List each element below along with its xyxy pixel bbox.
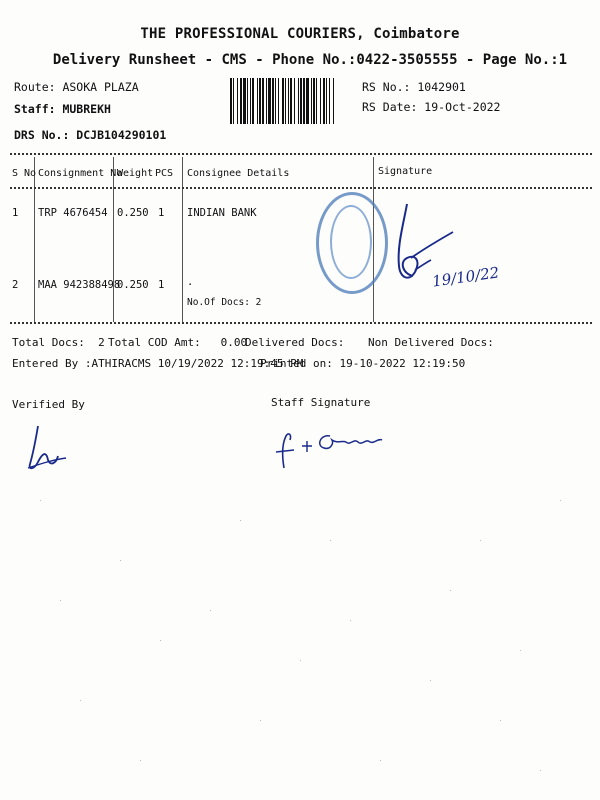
scan-speck xyxy=(540,770,541,771)
entered-by: Entered By :ATHIRACMS 10/19/2022 12:19:45 PM xyxy=(12,357,304,370)
scan-speck xyxy=(140,760,141,761)
staff-signature-label: Staff Signature xyxy=(271,396,371,409)
scan-speck xyxy=(350,620,351,621)
column-divider xyxy=(182,157,183,322)
column-header-pcs: PCS xyxy=(155,168,174,179)
scan-speck xyxy=(330,540,331,541)
table-cell-doc-count: No.Of Docs: 2 xyxy=(187,297,262,308)
table-cell-weight: 0.250 xyxy=(117,279,149,291)
scan-speck xyxy=(520,650,521,651)
non-delivered-docs: Non Delivered Docs: xyxy=(368,336,494,349)
total-docs: Total Docs: 2 xyxy=(12,336,105,349)
delivered-docs: Delivered Docs: xyxy=(245,336,345,349)
verifier-signature xyxy=(18,420,78,475)
table-cell-sno: 1 xyxy=(12,207,19,219)
table-cell-consignee: INDIAN BANK xyxy=(187,207,257,219)
staff-label: Staff: MUBREKH xyxy=(14,102,111,116)
table-cell-consignment: TRP 4676454 xyxy=(38,207,108,219)
scan-speck xyxy=(120,560,121,561)
scan-speck xyxy=(40,500,41,501)
table-bottom-rule xyxy=(10,322,592,324)
column-header-consignee: Consignee Details xyxy=(187,168,290,179)
bank-stamp-inner-ring xyxy=(330,205,372,279)
table-header-rule xyxy=(10,187,592,189)
scan-speck xyxy=(560,500,561,501)
scan-speck xyxy=(500,720,501,721)
table-top-rule xyxy=(10,153,592,155)
scan-speck xyxy=(260,720,261,721)
total-cod-amount: Total COD Amt: 0.00 xyxy=(108,336,248,349)
column-header-signature: Signature xyxy=(378,166,433,177)
staff-signature xyxy=(268,422,398,482)
table-cell-consignment: MAA 942388498 xyxy=(38,279,121,291)
table-cell-sno: 2 xyxy=(12,279,19,291)
column-divider xyxy=(113,157,114,322)
column-header-sno: S No xyxy=(12,168,37,179)
document-title: THE PROFESSIONAL COURIERS, Coimbatore xyxy=(140,26,460,42)
column-header-weight: Weight xyxy=(117,168,154,179)
route-label: Route: ASOKA PLAZA xyxy=(14,80,139,94)
scan-speck xyxy=(430,680,431,681)
printed-on: Printed on: 19-10-2022 12:19:50 xyxy=(260,357,466,370)
scan-speck xyxy=(380,760,381,761)
scan-speck xyxy=(300,660,301,661)
scan-speck xyxy=(80,700,81,701)
column-divider xyxy=(34,157,35,322)
rs-number: RS No.: 1042901 xyxy=(362,80,466,94)
rs-date: RS Date: 19-Oct-2022 xyxy=(362,100,501,114)
column-header-consignment: Consignment No xyxy=(38,168,123,179)
scan-speck xyxy=(240,520,241,521)
barcode xyxy=(230,78,356,124)
scan-speck xyxy=(160,640,161,641)
drs-number: DRS No.: DCJB104290101 xyxy=(14,128,167,142)
scan-speck xyxy=(210,610,211,611)
scan-speck xyxy=(480,540,481,541)
table-cell-weight: 0.250 xyxy=(117,207,149,219)
handwritten-date: 19/10/22 xyxy=(431,263,501,291)
document-subtitle: Delivery Runsheet - CMS - Phone No.:0422-3505555 - Page No.:1 xyxy=(52,52,568,68)
verified-by-label: Verified By xyxy=(12,398,85,411)
table-cell-pcs: 1 xyxy=(158,279,165,291)
table-cell-pcs: 1 xyxy=(158,207,165,219)
scan-speck xyxy=(450,590,451,591)
scan-speck xyxy=(60,600,61,601)
table-cell-consignee: . xyxy=(187,276,194,288)
